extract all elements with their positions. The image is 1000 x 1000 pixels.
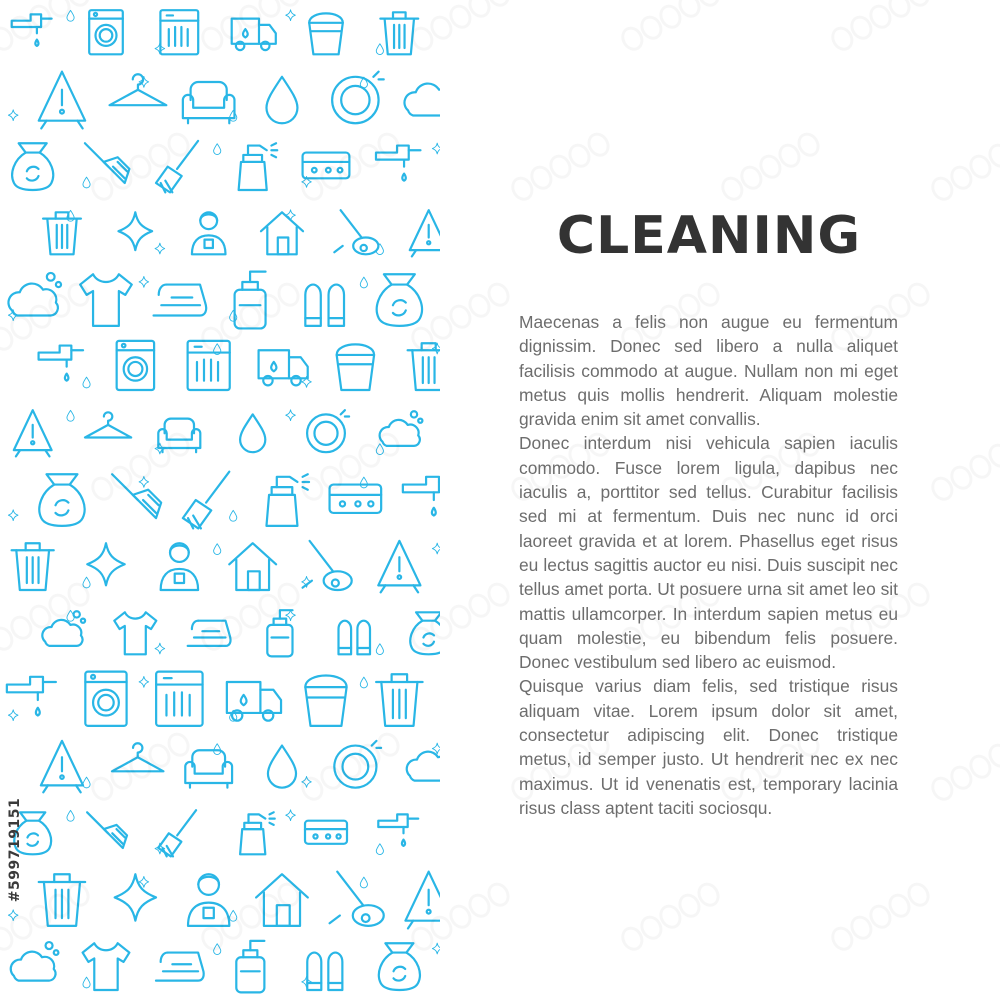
plate-icon [334, 741, 381, 788]
water-drop-icon [214, 144, 221, 155]
water-drop-icon [230, 310, 237, 321]
wet-floor-sign-icon [41, 741, 83, 792]
washing-machine-icon [89, 10, 123, 54]
trash-can-icon [12, 543, 54, 590]
gloves-icon [307, 953, 342, 990]
foam-bubbles-icon [407, 742, 440, 781]
cleaner-person-icon [192, 212, 226, 254]
van-icon [227, 682, 281, 721]
sponge-icon [330, 485, 382, 513]
water-drop-icon [268, 746, 296, 788]
sparkle-icon [286, 810, 296, 821]
van-icon [259, 350, 308, 385]
faucet-icon [378, 814, 418, 846]
water-drop-icon [360, 477, 367, 488]
sparkle-icon [302, 776, 312, 787]
water-drop-icon [230, 110, 237, 121]
body-text [519, 310, 898, 820]
bucket-icon [337, 344, 374, 390]
trash-can-icon [376, 674, 422, 726]
watermark-mark [929, 431, 1000, 503]
garbage-bag-icon [39, 474, 84, 526]
house-icon [256, 874, 308, 926]
water-drop-icon [230, 510, 237, 521]
wet-floor-sign-icon [14, 410, 52, 456]
garbage-bag-icon [12, 143, 53, 190]
water-drop-icon [360, 677, 367, 688]
mop-icon [156, 141, 198, 192]
soap-dispenser-icon [236, 941, 264, 992]
hanger-icon [112, 743, 163, 771]
broom-icon [112, 474, 161, 518]
watermark-mark [829, 881, 932, 953]
sparkle-icon [139, 676, 149, 687]
water-drop-icon [376, 644, 383, 655]
sparkle-icon [119, 212, 153, 250]
wet-floor-sign-icon [405, 872, 440, 929]
garbage-bag-icon [410, 612, 440, 654]
t-shirt-icon [80, 274, 132, 326]
hanger-icon [110, 74, 167, 105]
water-drop-icon [67, 410, 74, 421]
house-icon [261, 212, 303, 254]
water-drop-icon [230, 910, 237, 921]
soap-dispenser-icon [235, 272, 266, 329]
watermark-mark [829, 0, 932, 53]
sparkle-icon [8, 110, 18, 121]
water-drop-icon [67, 810, 74, 821]
faucet-icon [376, 146, 420, 181]
sparkle-icon [432, 143, 440, 154]
sparkle-icon [155, 643, 165, 654]
trash-can-icon [43, 212, 81, 254]
water-drop-icon [83, 977, 90, 988]
watermark-mark [619, 881, 722, 953]
foam-bubbles-icon [11, 942, 59, 981]
water-drop-icon [83, 777, 90, 788]
sparkle-icon [286, 410, 296, 421]
plate-icon [332, 72, 384, 124]
garbage-bag-icon [379, 943, 420, 990]
iron-icon [154, 285, 207, 316]
mop-icon [158, 810, 196, 856]
gloves-icon [339, 621, 371, 655]
water-drop-icon [67, 10, 74, 21]
sparkle-icon [139, 476, 149, 487]
sofa-icon [185, 750, 232, 787]
sparkle-icon [8, 510, 18, 521]
bucket-icon [305, 676, 346, 726]
spray-bottle-icon [266, 474, 309, 526]
foam-bubbles-icon [8, 273, 61, 316]
house-icon [229, 543, 276, 590]
sofa-icon [158, 419, 200, 453]
paragraph-1: Maecenas a felis non augue eu fermentum dignissim. Donec sed libero a nulla aliquet facilisis commodo at augue. Nullam non mi eget metus quis mollis hendrerit. Aliquam molestie gravida enim sit amet convallis. [519, 312, 898, 430]
dishwasher-icon [188, 341, 230, 390]
pattern-canvas [0, 0, 440, 1000]
watermark-mark [929, 731, 1000, 803]
foam-bubbles-icon [404, 73, 440, 116]
watermark-mark [509, 131, 612, 203]
bucket-icon [309, 13, 343, 54]
water-drop-icon [83, 177, 90, 188]
stock-id-text: #599719151 [7, 797, 23, 903]
faucet-icon [403, 477, 440, 516]
trash-can-icon [39, 874, 85, 926]
foam-bubbles-icon [42, 611, 85, 646]
cleaner-person-icon [161, 543, 198, 590]
trash-can-icon [380, 12, 418, 54]
mop-icon [183, 472, 229, 529]
vacuum-cleaner-icon [334, 210, 378, 254]
sparkle-icon [8, 710, 18, 721]
water-drop-icon [214, 944, 221, 955]
water-drop-icon [83, 377, 90, 388]
wet-floor-sign-icon [378, 541, 420, 592]
hanger-icon [85, 412, 131, 437]
sparkle-icon [139, 276, 149, 287]
water-drop-icon [376, 44, 383, 55]
gloves-icon [305, 285, 344, 326]
vacuum-cleaner-icon [330, 872, 384, 926]
sparkle-icon [432, 543, 440, 554]
dishwasher-icon [156, 672, 202, 726]
sparkle-icon [432, 943, 440, 954]
iron-icon [188, 621, 231, 646]
sponge-icon [303, 153, 350, 179]
dishwasher-icon [160, 10, 198, 54]
t-shirt-icon [114, 612, 156, 654]
washing-machine-icon [85, 672, 126, 726]
van-icon [232, 19, 276, 51]
water-drop-icon [214, 744, 221, 755]
water-drop-icon [360, 277, 367, 288]
plate-icon [307, 410, 349, 452]
sparkle-icon [115, 874, 156, 920]
foam-bubbles-icon [380, 411, 423, 446]
water-drop-icon [360, 877, 367, 888]
sparkle-icon [286, 10, 296, 21]
water-drop-icon [214, 544, 221, 555]
page-title: CLEANING [556, 206, 862, 266]
sparkle-icon [155, 243, 165, 254]
stock-id-label [0, 760, 30, 940]
broom-icon [87, 812, 127, 848]
water-drop-icon [376, 444, 383, 455]
watermark-mark [619, 0, 722, 53]
wet-floor-sign-icon [410, 210, 440, 256]
watermark-mark [929, 131, 1000, 203]
water-drop-icon [83, 577, 90, 588]
sparkle-icon [87, 543, 124, 585]
water-drop-icon [376, 844, 383, 855]
spray-bottle-icon [240, 812, 275, 854]
watermark-mark [719, 131, 822, 203]
spray-bottle-icon [239, 143, 278, 190]
faucet-icon [7, 677, 56, 716]
faucet-icon [12, 14, 52, 45]
cleaner-person-icon [188, 874, 229, 926]
water-drop-icon [240, 414, 265, 452]
iron-icon [156, 953, 204, 981]
sofa-icon [183, 82, 235, 123]
sponge-icon [305, 821, 347, 844]
faucet-icon [39, 346, 83, 381]
cleaning-icon-pattern [0, 0, 440, 1000]
broom-icon [85, 143, 129, 183]
garbage-bag-icon [377, 274, 422, 326]
paragraph-3: Quisque varius diam felis, sed tristique risus aliquam vitae. Lorem ipsum dolor sit amet, consectetur adipiscing elit. Donec tristique metus, id semper justo. Ut hendrerit nec ex nec maximus. Ut id venenatis est, temporary lacinia risus class aptent taciti sociosqu. [519, 676, 898, 818]
water-drop-icon [266, 77, 297, 123]
wet-floor-sign-icon [39, 72, 85, 129]
washing-machine-icon [117, 341, 154, 390]
paragraph-2: Donec interdum nisi vehicula sapien iaculis commodo. Fusce lorem ligula, dapibus nec iaculis a, porttitor sed tellus. Curabitur facilisis sed mi at fermentum. Duis nec nunc id orci laoreet gravida et at lorem. Phasellus eget risus eu lectus sagittis auctor eu nisi. Duis suscipit nec tellus amet porta. Ut posuere urna sit amet leo sit mattis ullamcorper. In interdum sapien metus eu quam molestie, eu bibendum felis posuere. Donec vestibulum sed libero ac euismod. [519, 433, 898, 673]
